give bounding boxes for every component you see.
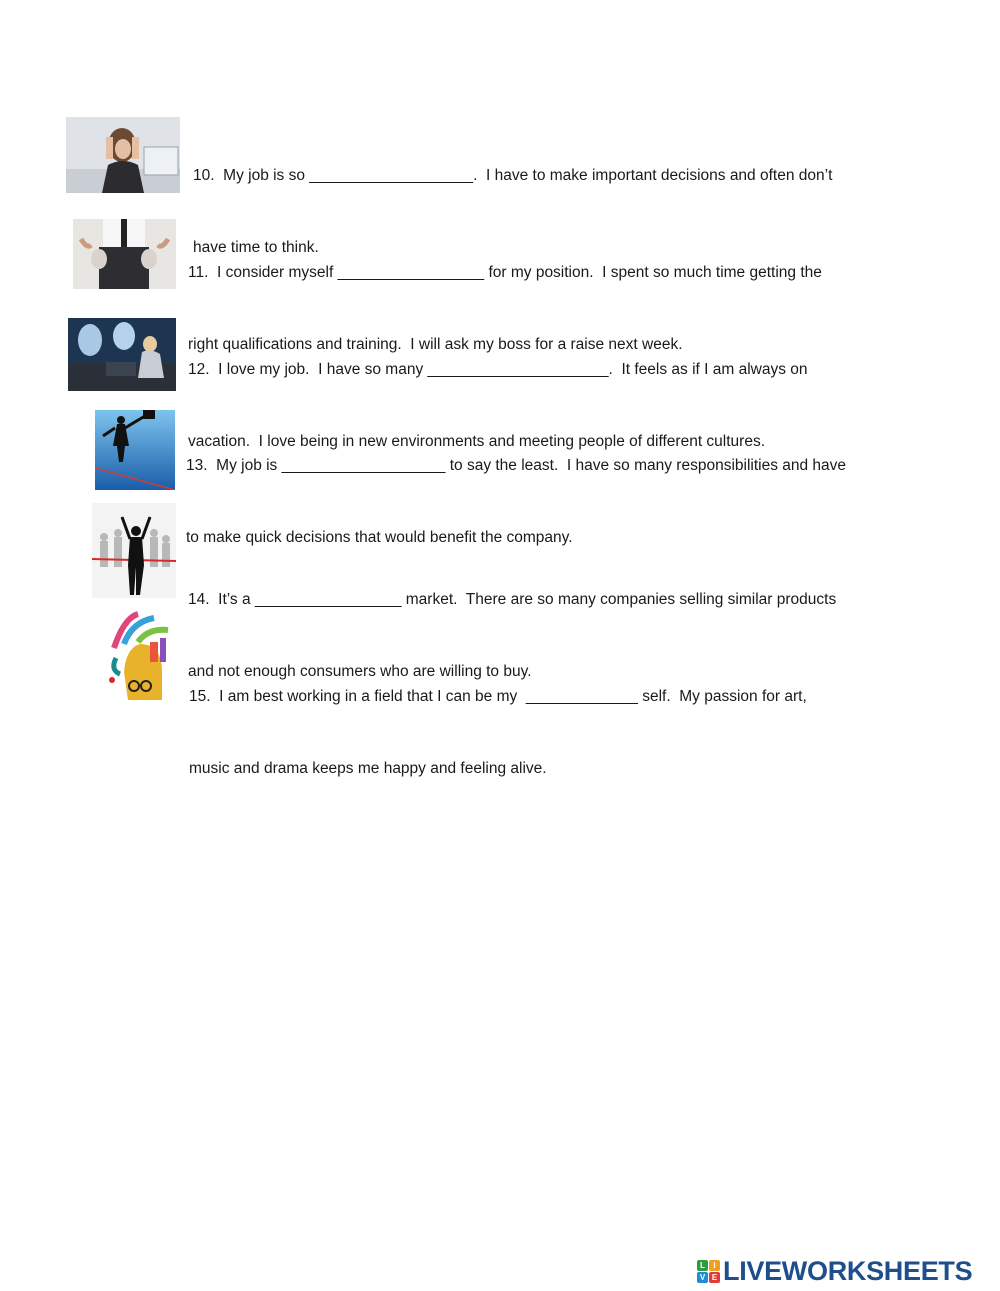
question-text-line: have time to think. <box>193 239 319 256</box>
question-text-line: 14. It’s a _________________ market. There are so many companies selling similar products <box>188 591 837 608</box>
tightrope-businessman-icon <box>95 410 175 490</box>
logo-letter: I <box>709 1260 720 1271</box>
question-text-line: 12. I love my job. I have so many _____________________. It feels as if I am always on <box>188 361 808 378</box>
question-text-line: 13. My job is ___________________ to say the least. I have so many responsibilities and have <box>186 457 847 474</box>
logo-mark-icon <box>697 1260 720 1283</box>
question-text-line: 11. I consider myself _________________ for my position. I spent so much time getting the <box>188 264 822 281</box>
question-text-line: 15. I am best working in a field that I can be my _____________ self. My passion for art, <box>189 688 807 705</box>
logo-letter: L <box>697 1260 708 1271</box>
question-text-line: music and drama keeps me happy and feeling alive. <box>189 760 547 777</box>
question-text-line: 10. My job is so ___________________. I have to make important decisions and often don’t <box>193 167 833 184</box>
logo-letter: E <box>709 1272 720 1283</box>
creative-head-collage-icon <box>104 608 174 705</box>
logo-letter: V <box>697 1272 708 1283</box>
brand-name: LIVEWORKSHEETS <box>723 1255 973 1286</box>
question-text-line: to make quick decisions that would benefit the company. <box>186 529 573 546</box>
empty-pockets-photo-icon <box>73 219 176 289</box>
stressed-woman-photo-icon <box>66 117 180 193</box>
question-15 <box>189 637 807 805</box>
question-text-line: right qualifications and training. I will ask my boss for a raise next week. <box>188 336 683 353</box>
question-text-line: and not enough consumers who are willing to buy. <box>188 663 532 680</box>
airplane-business-traveller-photo-icon <box>68 318 176 391</box>
question-text-line: vacation. I love being in new environments and meeting people of different cultures. <box>188 433 766 450</box>
liveworksheets-logo <box>697 1256 972 1286</box>
finish-line-winner-icon <box>92 503 176 598</box>
